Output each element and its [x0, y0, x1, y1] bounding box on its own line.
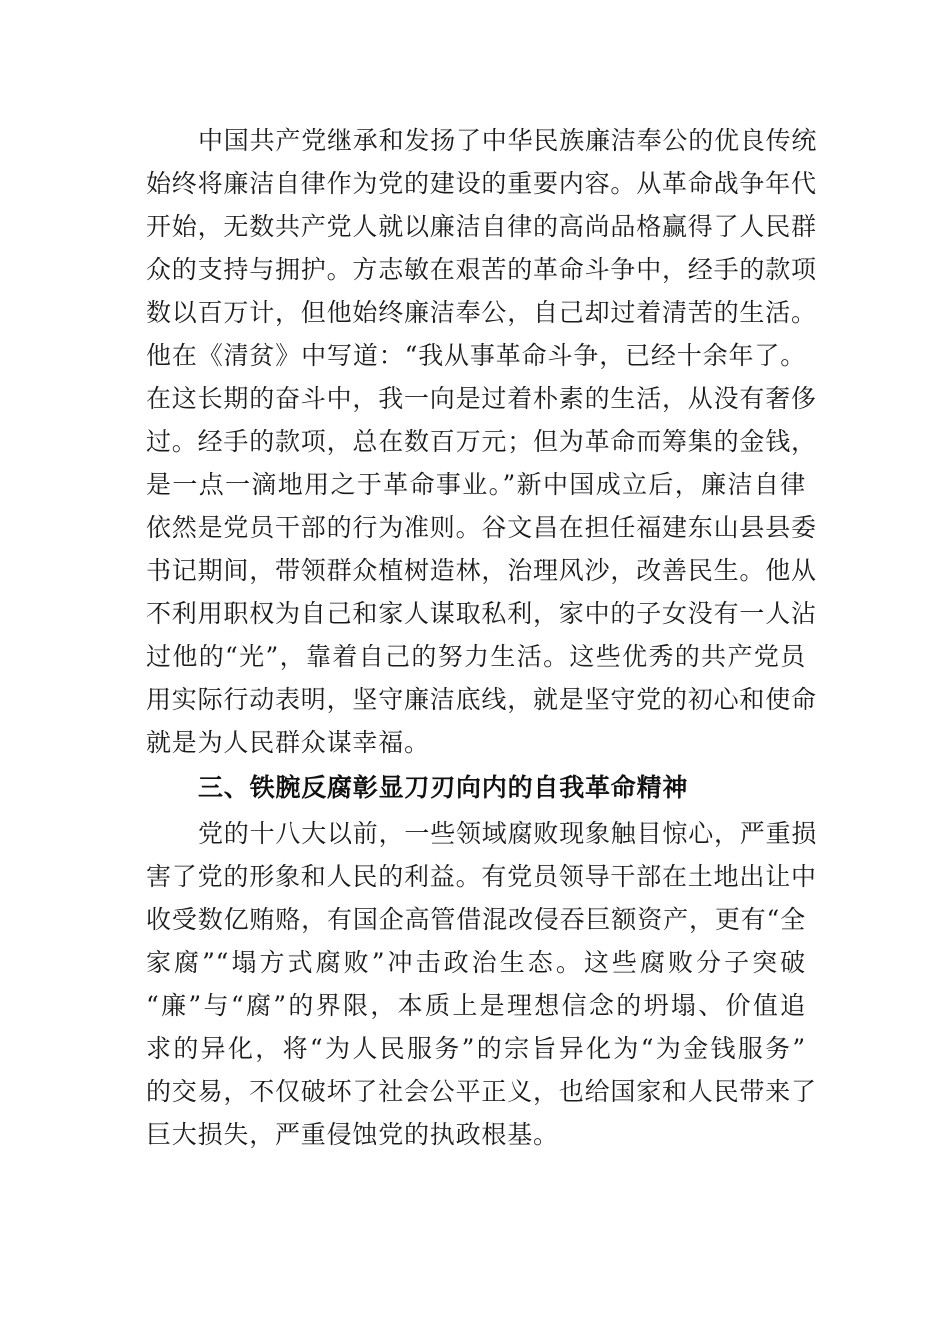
paragraph-2-line-8: 巨大损失，严重侵蚀党的执政根基。 [146, 1120, 559, 1149]
section-heading: 三、铁腕反腐彰显刀刃向内的自我革命精神 [198, 773, 689, 802]
paragraph-2-line-1: 党的十八大以前，一些领域腐败现象触目惊心，严重损 [198, 819, 818, 848]
paragraph-1-line-11: 书记期间，带领群众植树造林，治理风沙，改善民生。他从 [146, 556, 817, 585]
paragraph-2-line-5: “廉”与“腐”的界限，本质上是理想信念的坍塌、价值追 [146, 991, 806, 1020]
paragraph-1-line-14: 用实际行动表明，坚守廉洁底线，就是坚守党的初心和使命 [146, 685, 817, 714]
paragraph-2-line-7: 的交易，不仅破坏了社会公平正义，也给国家和人民带来了 [146, 1077, 817, 1106]
paragraph-2-line-4: 家腐”“塌方式腐败”冲击政治生态。这些腐败分子突破 [146, 948, 806, 977]
paragraph-1-line-8: 过。经手的款项，总在数百万元；但为革命而筹集的金钱， [146, 427, 817, 456]
paragraph-1-line-12: 不利用职权为自己和家人谋取私利，家中的子女没有一人沾 [146, 599, 817, 628]
paragraph-1-line-10: 依然是党员干部的行为准则。谷文昌在担任福建东山县县委 [146, 513, 817, 542]
paragraph-1-line-7: 在这长期的奋斗中，我一向是过着朴素的生活，从没有奢侈 [146, 384, 817, 413]
paragraph-1-line-2: 始终将廉洁自律作为党的建设的重要内容。从革命战争年代 [146, 169, 817, 198]
paragraph-2-line-2: 害了党的形象和人民的利益。有党员领导干部在土地出让中 [146, 862, 817, 891]
paragraph-1-line-9: 是一点一滴地用之于革命事业。”新中国成立后，廉洁自律 [146, 470, 806, 499]
paragraph-1-line-5: 数以百万计，但他始终廉洁奉公，自己却过着清苦的生活。 [146, 298, 817, 327]
paragraph-1-line-6: 他在《清贫》中写道：“我从事革命斗争，已经十余年了。 [146, 341, 806, 370]
paragraph-1-line-13: 过他的“光”，靠着自己的努力生活。这些优秀的共产党员 [146, 642, 806, 671]
paragraph-1-line-15: 就是为人民群众谋幸福。 [146, 728, 430, 757]
paragraph-2-line-3: 收受数亿贿赂，有国企高管借混改侵吞巨额资产，更有“全 [146, 905, 806, 934]
paragraph-1-line-1: 中国共产党继承和发扬了中华民族廉洁奉公的优良传统 [198, 126, 818, 155]
paragraph-2-line-6: 求的异化，将“为人民服务”的宗旨异化为“为金钱服务” [146, 1034, 806, 1063]
paragraph-1-line-3: 开始，无数共产党人就以廉洁自律的高尚品格赢得了人民群 [146, 212, 817, 241]
paragraph-1-line-4: 众的支持与拥护。方志敏在艰苦的革命斗争中，经手的款项 [146, 255, 817, 284]
